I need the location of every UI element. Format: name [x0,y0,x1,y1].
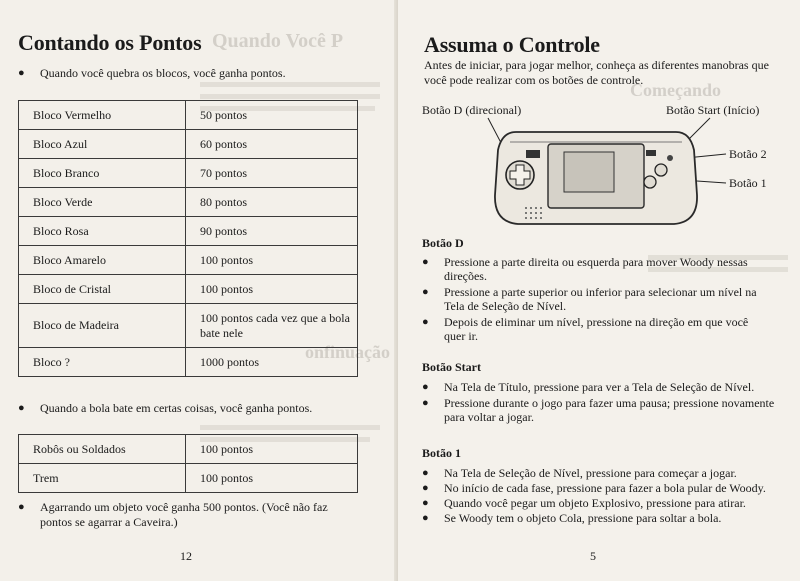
section-heading-d: Botão D [422,236,464,250]
bleed-through-line [200,425,380,430]
bleed-through-text: onfinuação [305,342,391,362]
bleed-through-line [200,82,380,87]
bleed-through-text: Quando Você P [212,30,344,52]
bullet-item [18,66,378,81]
list-item-text: Depois de eliminar um nível, pressione na direção em que você quer ir. [444,315,749,343]
brand-logo [526,150,540,158]
bullet-icon: ● [422,397,429,409]
bullet-icon: ● [422,482,429,494]
page-title: Contando os Pontos [18,30,202,55]
page-title: Assuma o Controle [424,32,600,57]
label-button-1: Botão 1 [729,176,767,190]
table-row [19,435,358,464]
list-item [422,466,792,480]
bullet-icon: ● [422,512,429,524]
bleed-through-line [200,94,380,99]
points-cell: 100 pontos cada vez que a bola bate nele [186,304,358,348]
intro-paragraph: Antes de iniciar, para jogar melhor, conheça as diferentes manobras que você pode realizar com os botões de controle. [424,58,769,87]
table-row [19,159,358,188]
section-button-1-list [422,466,792,526]
label-start: Botão Start (Início) [666,103,760,117]
list-item [422,496,792,510]
block-name-cell: Bloco de Cristal [19,275,186,304]
bullet-item [18,401,378,416]
label-dpad: Botão D (direcional) [422,103,522,117]
list-item [422,481,792,495]
bullet-text: Agarrando um objeto você ganha 500 pontos. (Você não faz pontos se agarrar a Caveira.) [40,500,328,529]
block-name-cell: Bloco ? [19,348,186,377]
points-cell: 100 pontos [186,246,358,275]
page-number: 12 [180,549,192,563]
table-row [19,464,358,493]
sega-logo [646,150,656,156]
label-button-2: Botão 2 [729,147,767,161]
button-1 [644,176,656,188]
bullet-icon: ● [422,467,429,479]
points-cell: 100 pontos [186,464,358,493]
bullet-text: Quando você quebra os blocos, você ganha pontos. [40,66,286,80]
bleed-through-text: Começando [630,80,721,100]
bullet-icon: ● [422,497,429,509]
list-item-text: Se Woody tem o objeto Cola, pressione para soltar a bola. [444,511,722,525]
points-cell: 70 pontos [186,159,358,188]
list-item [422,255,772,283]
points-cell: 60 pontos [186,130,358,159]
bullet-icon: ● [422,316,429,328]
points-cell: 100 pontos [186,435,358,464]
bullet-item [18,500,360,530]
table-row [19,246,358,275]
list-item-text: Na Tela de Seleção de Nível, pressione para começar a jogar. [444,466,737,480]
section-start-list [422,380,782,426]
table-row [19,348,358,377]
table-row [19,188,358,217]
list-item-text: Quando você pegar um objeto Explosivo, pressione para atirar. [444,496,746,510]
list-item [422,285,772,313]
points-cell: 1000 pontos [186,348,358,377]
block-name-cell: Trem [19,464,186,493]
bullet-icon: ● [18,501,25,513]
right-page [398,0,800,581]
table-row [19,217,358,246]
points-table [18,100,358,377]
list-item [422,380,782,394]
block-name-cell: Robôs ou Soldados [19,435,186,464]
bullet-text: Quando a bola bate em certas coisas, você ganha pontos. [40,401,313,415]
block-name-cell: Bloco Azul [19,130,186,159]
section-heading-start: Botão Start [422,360,481,374]
list-item-text: No início de cada fase, pressione para fazer a bola pular de Woody. [444,481,766,495]
bullet-icon: ● [422,256,429,268]
bullet-icon: ● [422,286,429,298]
page-number: 5 [590,549,596,563]
points-cell: 50 pontos [186,101,358,130]
block-name-cell: Bloco Amarelo [19,246,186,275]
points-cell: 80 pontos [186,188,358,217]
list-item [422,315,772,343]
list-item [422,396,782,424]
bullet-icon: ● [18,402,25,414]
screen [564,152,614,192]
block-name-cell: Bloco Branco [19,159,186,188]
block-name-cell: Bloco Rosa [19,217,186,246]
bullet-icon: ● [422,381,429,393]
left-page [0,0,398,581]
list-item-text: Pressione a parte direita ou esquerda para mover Woody nessas direções. [444,255,748,283]
points-cell: 100 pontos [186,275,358,304]
table-row [19,275,358,304]
bullet-icon: ● [18,67,25,79]
list-item-text: Pressione a parte superior ou inferior para selecionar um nível na Tela de Seleção de Nível. [444,285,757,313]
table-row [19,304,358,348]
points-table-2 [18,434,358,493]
game-gear-diagram [398,0,800,240]
start-button [667,155,673,161]
section-d-list [422,255,772,345]
points-cell: 90 pontos [186,217,358,246]
list-item-text: Pressione durante o jogo para fazer uma pausa; pressione novamente para voltar a jogar. [444,396,775,424]
list-item [422,511,792,525]
button-2 [655,164,667,176]
block-name-cell: Bloco Vermelho [19,101,186,130]
block-name-cell: Bloco de Madeira [19,304,186,348]
section-heading-button-1: Botão 1 [422,446,461,460]
table-row [19,130,358,159]
block-name-cell: Bloco Verde [19,188,186,217]
list-item-text: Na Tela de Título, pressione para ver a Tela de Seleção de Nível. [444,380,755,394]
table-row [19,101,358,130]
